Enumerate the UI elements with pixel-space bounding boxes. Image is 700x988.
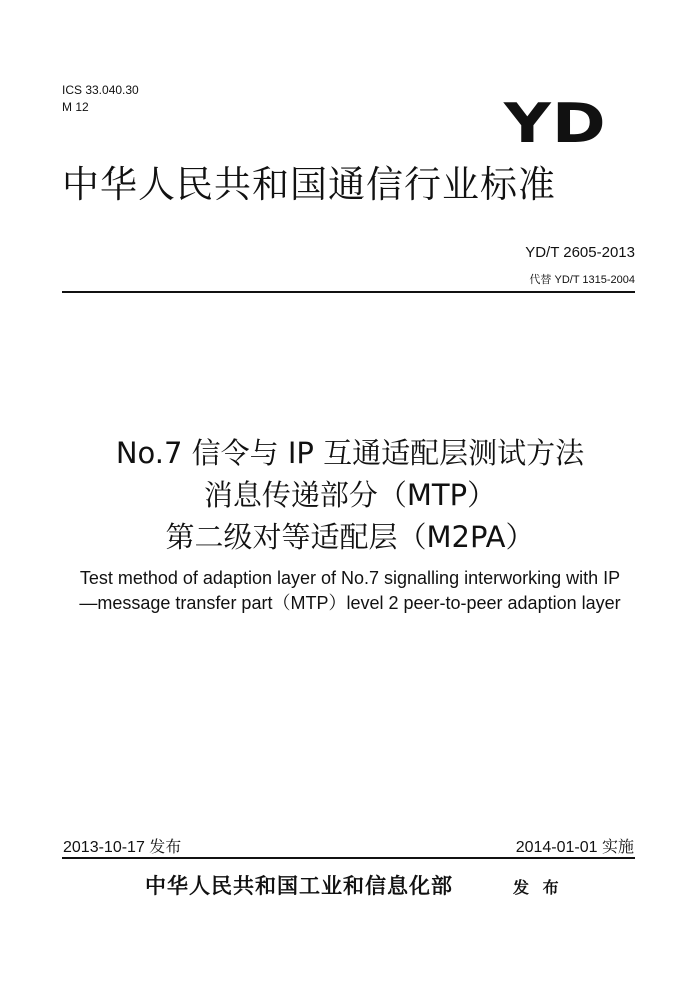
- standard-category-title: 中华人民共和国通信行业标准: [62, 163, 556, 206]
- footer-divider: [62, 857, 635, 859]
- standard-number: YD/T 2605-2013: [525, 244, 635, 261]
- title-zh-line-2: 消息传递部分（MTP）: [203, 478, 497, 512]
- replaces-standard: 代替 YD/T 1315-2004: [529, 274, 635, 286]
- ics-code: ICS 33.040.30: [62, 83, 139, 97]
- publish-label: 发 布: [513, 878, 563, 897]
- classification-codes: [62, 82, 139, 116]
- yd-logo: YD: [503, 92, 607, 155]
- title-en-line-1: Test method of adaption layer of No.7 signalling interworking with IP: [79, 568, 621, 588]
- classification-code: M 12: [62, 100, 89, 114]
- title-zh-line-3: 第二级对等适配层（M2PA）: [165, 520, 535, 554]
- publisher-name: 中华人民共和国工业和信息化部: [145, 873, 453, 898]
- implementation-date: 2014-01-01 实施: [515, 839, 634, 856]
- issue-date: 2013-10-17 发布: [63, 839, 182, 856]
- title-en-line-2: —message transfer part（MTP）level 2 peer-to-peer adaption layer: [79, 593, 621, 613]
- header-divider: [62, 291, 635, 293]
- title-zh-line-1: No.7 信令与 IP 互通适配层测试方法: [115, 436, 585, 470]
